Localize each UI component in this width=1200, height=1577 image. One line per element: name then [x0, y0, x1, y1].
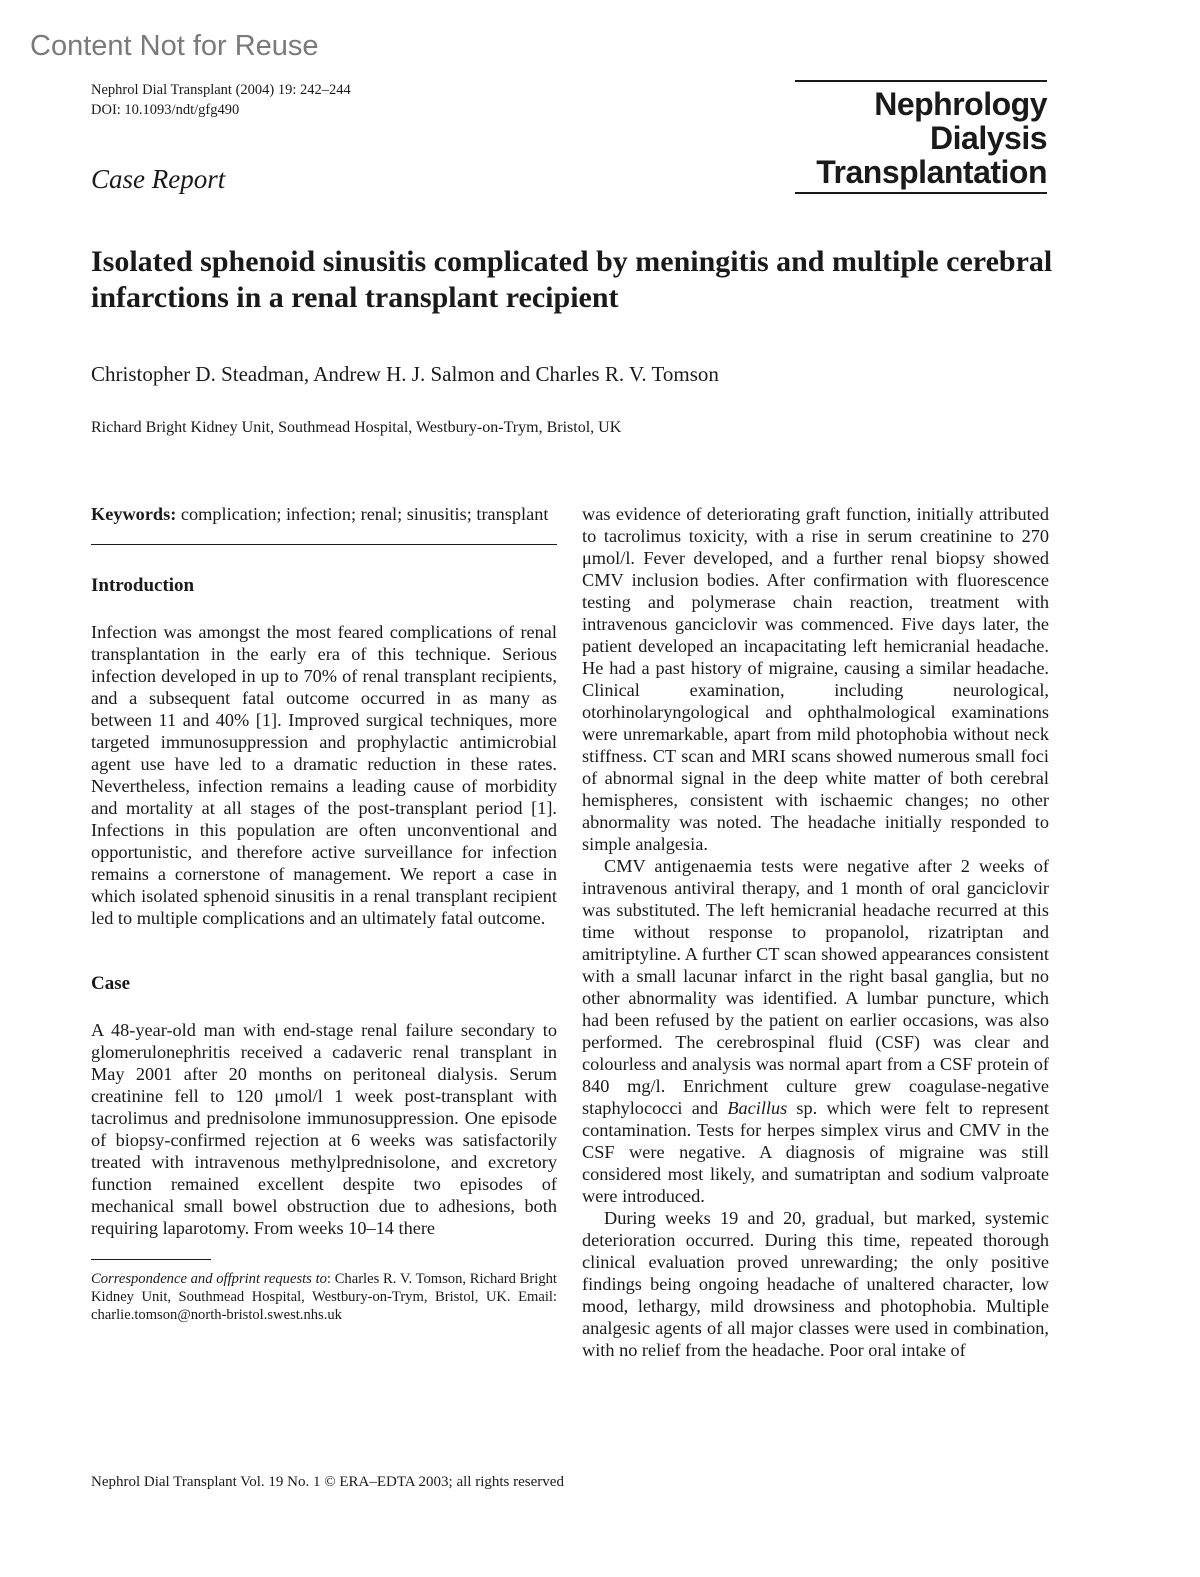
- journal-logo-line-1: Nephrology: [874, 86, 1047, 122]
- left-column: [91, 503, 557, 1324]
- watermark: Content Not for Reuse: [30, 30, 319, 62]
- case-continuation-paragraph: was evidence of deteriorating graft function, initially attributed to tacrolimus toxicity, with a rise in serum creatinine to 270 μmol/l. Fever developed, and a further renal biopsy showed CMV inclusion bodies. After confirmation with fluorescence testing and polymerase chain reaction, treatment with intravenous ganciclovir was commenced. Five days later, the patient developed an incapacitating left hemicranial headache. He had a past history of migraine, causing a similar headache. Clinical examination, including neurological, otorhinolaryngological and ophthalmological examinations were unremarkable, apart from mild photophobia without neck stiffness. CT scan and MRI scans showed numerous small foci of abnormal signal in the deep white matter of both cerebral hemispheres, consistent with ischaemic changes; no other abnormality was noted. The headache initially responded to simple analgesia.: [582, 504, 1049, 854]
- footnote-lead: Correspondence and offprint requests to: [91, 1271, 327, 1287]
- correspondence-footnote: [91, 1270, 557, 1324]
- footnote-text: : Charles R. V. Tomson, Richard Bright Kidney Unit, Southmead Hospital, Westbury-on-Trym, Bristol, UK. Email: charlie.tomson@north-bristol.swest.nhs.uk: [91, 1271, 557, 1323]
- keywords-text: complication; infection; renal; sinusitis; transplant: [180, 504, 549, 524]
- doi-line: DOI: 10.1093/ndt/gfg490: [91, 102, 240, 118]
- authors: Christopher D. Steadman, Andrew H. J. Salmon and Charles R. V. Tomson: [91, 362, 719, 386]
- introduction-heading: Introduction: [91, 575, 195, 596]
- case-paragraph-2: [582, 855, 1049, 1207]
- case-paragraph-3: During weeks 19 and 20, gradual, but marked, systemic deterioration occurred. During this time, repeated thorough clinical evaluation proved unrewarding; the only positive findings being ongoing headache of unaltered character, low mood, lethargy, mild drowsiness and photophobia. Multiple analgesic agents of all major classes were used in combination, with no relief from the headache. Poor oral intake of: [582, 1208, 1049, 1360]
- article-type: Case Report: [91, 164, 226, 194]
- page-footer: Nephrol Dial Transplant Vol. 19 No. 1 © ERA–EDTA 2003; all rights reserved: [91, 1474, 564, 1490]
- affiliation: Richard Bright Kidney Unit, Southmead Hospital, Westbury-on-Trym, Bristol, UK: [91, 419, 622, 436]
- journal-logo-line-2: Dialysis: [930, 120, 1047, 156]
- case-paragraph: A 48-year-old man with end-stage renal failure secondary to glomerulonephritis received a cadaveric renal transplant in May 2001 after 20 months on peritoneal dialysis. Serum creatinine fell to 120 μmol/l 1 week post-transplant with tacrolimus and prednisolone immunosuppression. One episode of biopsy-confirmed rejection at 6 weeks was satisfactorily treated with intravenous methylprednisolone, and excretory function remained excellent despite two episodes of mechanical small bowel obstruction due to adhesions, both requiring laparotomy. From weeks 10–14 there: [91, 1020, 557, 1238]
- journal-logo-line-3: Transplantation: [816, 154, 1047, 190]
- journal-logo: [795, 80, 1047, 194]
- article-title: Isolated sphenoid sinusitis complicated by meningitis and multiple cerebral infarctions in a renal transplant recipient: [91, 245, 1053, 314]
- citation-line: Nephrol Dial Transplant (2004) 19: 242–244: [91, 82, 351, 98]
- keywords-label: Keywords:: [91, 504, 177, 524]
- case-paragraph-2-text-end: sp. which were felt to represent contamination. Tests for herpes simplex virus and CMV in the CSF were negative. A diagnosis of migraine was still considered most likely, and sumatriptan and sodium valproate were introduced.: [582, 1098, 1049, 1206]
- case-heading: Case: [91, 973, 131, 994]
- keywords: [91, 503, 557, 525]
- introduction-paragraph: Infection was amongst the most feared complications of renal transplantation in the early era of this technique. Serious infection developed in up to 70% of renal transplant recipients, and a subsequent fatal outcome occurred in as many as between 11 and 40% [1]. Improved surgical techniques, more targeted immunosuppression and prophylactic antimicrobial agent use have led to a dramatic reduction in these rates. Nevertheless, infection remains a leading cause of morbidity and mortality at all stages of the post-transplant period [1]. Infections in this population are often unconventional and opportunistic, and therefore active surveillance for infection remains a cornerstone of management. We report a case in which isolated sphenoid sinusitis in a renal transplant recipient led to multiple complications and an ultimately fatal outcome.: [91, 622, 557, 928]
- bacillus-term: Bacillus: [727, 1098, 788, 1118]
- keywords-divider: [91, 544, 557, 545]
- footnote-divider: [91, 1259, 211, 1260]
- case-paragraph-2-text: CMV antigenaemia tests were negative after 2 weeks of intravenous antiviral therapy, and 1 month of oral ganciclovir was substituted. The left hemicranial headache recurred at this time without response to propanolol, rizatriptan and amitriptyline. A further CT scan showed appearances consistent with a small lacunar infarct in the right basal ganglia, but no other abnormality was identified. A lumbar puncture, which had been refused by the patient on earlier occasions, was also performed. The cerebrospinal fluid (CSF) was clear and colourless and analysis was normal apart from a CSF protein of 840 mg/l. Enrichment culture grew coagulase-negative staphylococci and: [582, 856, 1049, 1118]
- right-column: [582, 503, 1049, 1361]
- citation-block: [91, 80, 351, 120]
